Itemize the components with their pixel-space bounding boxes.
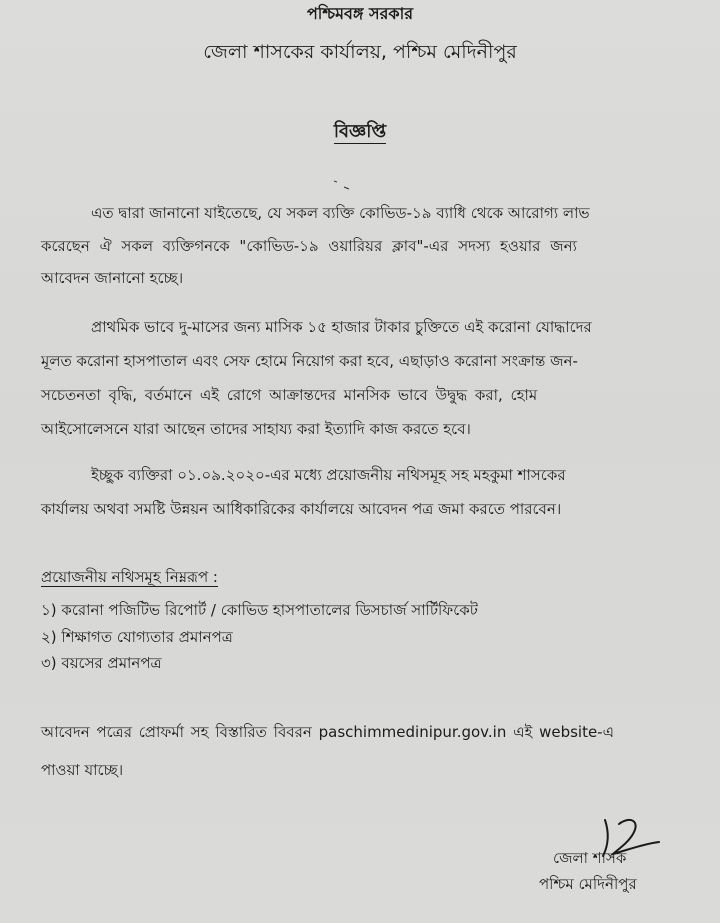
paragraph-2-line-2: মূলত করোনা হাসপাতাল এবং সেফ হোমে নিয়োগ করা হবে, এছাড়াও করোনা সংক্রান্ত জন- [41,352,578,370]
paragraph-2-line-1: প্রাথমিক ভাবে দু-মাসের জন্য মাসিক ১৫ হাজার টাকার চুক্তিতে এই করোনা যোদ্ধাদের [91,318,592,336]
government-header: পশ্চিমবঙ্গ সরকার [306,4,414,23]
list-item: ১) করোনা পজিটিভ রিপোর্ট / কোভিড হাসপাতালের ডিসচার্জ সার্টিফিকেট [41,601,478,619]
paragraph-4-line-1: আবেদন পত্রের প্রোফর্মা সহ বিস্তারিত বিবরন paschimmedinipur.gov.in এই website-এ [41,723,615,741]
documents-heading [41,567,218,587]
paragraph-3-line-1: ইচ্ছুক ব্যক্তিরা ০১.০৯.২০২০-এর মধ্যে প্রয়োজনীয় নথিসমূহ সহ মহকুমা শাসকের [91,466,566,484]
paragraph-4-line-2: পাওয়া যাচ্ছে। [41,761,124,779]
paragraph-3-line-2: কার্যালয় অথবা সমষ্টি উন্নয়ন আধিকারিকের কার্যালয়ে আবেদন পত্র জমা করতে পারবেন। [41,500,562,518]
signatory-designation: জেলা শাসক [553,849,627,867]
paragraph-1-line-3: আবেদন জানানো হচ্ছে। [41,269,184,287]
office-header: জেলা শাসকের কার্যালয়, পশ্চিম মেদিনীপুর [203,41,517,63]
paragraph-2-line-3: সচেতনতা বৃদ্ধি, বর্তমানে এই রোগে আক্রান্তদের মানসিক ভাবে উদ্বুদ্ধ করা, হোম [41,386,538,404]
paragraph-1-line-1: এত দ্বারা জানানো যাইতেছে, যে সকল ব্যক্তি কোভিড-১৯ ব্যাধি থেকে আরোগ্য লাভ [91,204,590,222]
list-item: ৩) বয়সের প্রমানপত্র [41,654,162,672]
paragraph-1-line-2: করেছেন ঐ সকল ব্যক্তিগনকে "কোভিড-১৯ ওয়ারিয়র ক্লাব"-এর সদস্য হওয়ার জন্য [41,237,577,255]
signatory-district: পশ্চিম মেদিনীপুর [539,875,637,893]
notice-title [0,122,720,142]
list-item: ২) শিক্ষাগত যোগ্যতার প্রমানপত্র [41,628,233,646]
paper-speck-mark [330,178,354,192]
paragraph-2-line-4: আইসোলেসনে যারা আছেন তাদের সাহায্য করা ইত্যাদি কাজ করতে হবে। [41,420,471,438]
notice-title-text: বিজ্ঞপ্তি [333,121,387,142]
documents-heading-text: প্রয়োজনীয় নথিসমূহ নিম্নরূপ : [41,568,218,586]
